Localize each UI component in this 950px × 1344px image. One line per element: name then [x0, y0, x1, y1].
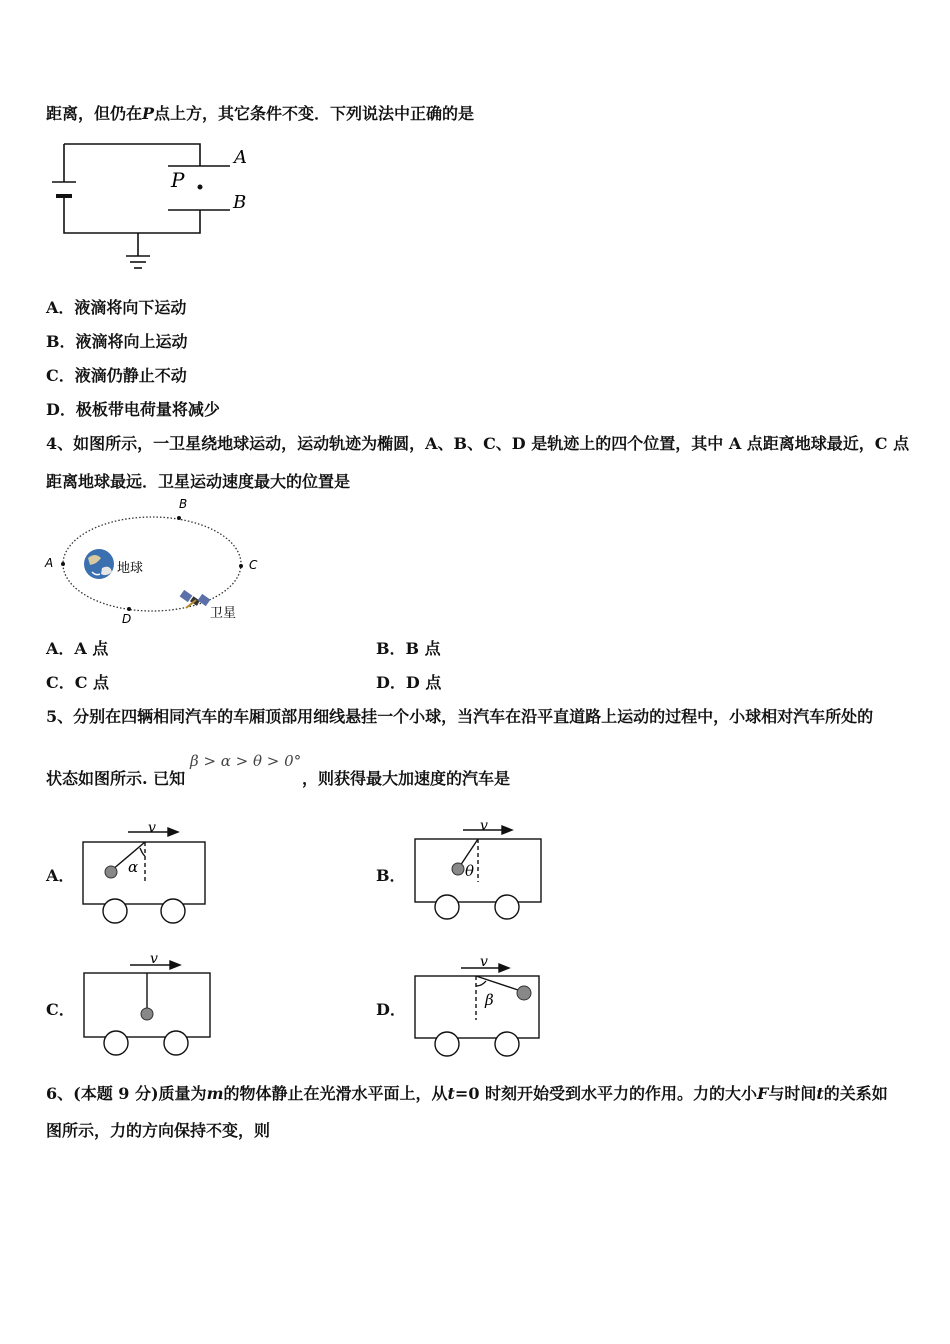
q5-angle-formula: β > α > θ > 0° — [190, 752, 302, 770]
q6-stem-part4: 与时间 — [768, 1084, 817, 1103]
q6-stem-mass: m — [206, 1084, 224, 1103]
plate-label-b: B — [233, 192, 247, 213]
car-d-wheel-right — [495, 1032, 519, 1056]
car-b-velocity-label: v — [480, 818, 488, 834]
orbit-label-d: D — [122, 612, 132, 626]
q5-option-d: D． — [376, 1000, 406, 1019]
q6-stem-part5: 的关系如 — [823, 1084, 888, 1103]
car-d-ball — [517, 986, 531, 1000]
orbit-label-b: B — [179, 497, 188, 511]
q5-stem-post: ，则获得最大加速度的汽车是 — [302, 769, 511, 788]
car-d-angle-label: β — [485, 991, 494, 1009]
q6-stem-part1: 6、(本题 9 分)质量为 — [46, 1084, 207, 1103]
car-d-velocity-label: v — [480, 954, 488, 970]
q5-option-a: A． — [46, 866, 75, 885]
q6-stem-force: F — [757, 1084, 769, 1103]
q6-stem-line2: 图所示，力的方向保持不变，则 — [46, 1121, 271, 1140]
orbit-label-a: A — [45, 556, 54, 570]
orbit-label-c: C — [249, 558, 258, 572]
q6-stem-line1 — [46, 1081, 888, 1104]
car-a-angle-label: α — [128, 858, 139, 876]
q6-stem-t0: t — [447, 1084, 455, 1103]
q3-option-a: A．液滴将向下运动 — [46, 298, 187, 317]
point-label-p: P — [171, 168, 185, 192]
q6-stem-time: t — [816, 1084, 824, 1103]
q3-stem-part2: 点上方，其它条件不变．下列说法中正确的是 — [154, 104, 475, 123]
car-b-angle-label: θ — [465, 862, 475, 880]
q3-stem-part1: 距离，但仍在 — [46, 104, 143, 123]
q5-option-b: B． — [376, 866, 406, 885]
q5-stem-line1: 5、分别在四辆相同汽车的车厢顶部用细线悬挂一个小球，当汽车在沿平直道路上运动的过程中，小球相对汽车所处的 — [46, 707, 874, 726]
plate-label-a: A — [234, 147, 247, 168]
q3-option-b: B．液滴将向上运动 — [46, 332, 188, 351]
earth-label: 地球 — [117, 561, 144, 576]
q4-option-a: A．A 点 — [46, 639, 109, 658]
q4-option-d: D．D 点 — [376, 673, 442, 692]
q6-stem-part2: 的物体静止在光滑水平面上，从 — [223, 1084, 448, 1103]
q3-option-c: C．液滴仍静止不动 — [46, 366, 187, 385]
q4-option-b: B．B 点 — [376, 639, 441, 658]
q5-stem-pre: 状态如图所示. 已知 — [46, 769, 186, 788]
satellite-label: 卫星 — [210, 606, 237, 621]
q4-option-c: C．C 点 — [46, 673, 110, 692]
car-c-velocity-label: v — [150, 951, 158, 967]
car-d-wheel-left — [435, 1032, 459, 1056]
q4-stem-line2: 距离地球最远．卫星运动速度最大的位置是 — [46, 472, 351, 491]
q6-stem-part3: =0 时刻开始受到水平力的作用。力的大小 — [454, 1084, 758, 1103]
car-a-velocity-label: v — [148, 820, 156, 836]
q3-stem-p: P — [142, 104, 155, 123]
q3-option-d: D．极板带电荷量将减少 — [46, 400, 220, 419]
q4-stem-line1: 4、如图所示，一卫星绕地球运动，运动轨迹为椭圆，A、B、C、D 是轨迹上的四个位置，其中 A 点距离地球最近，C 点 — [46, 434, 910, 453]
q5-option-c: C． — [46, 1000, 75, 1019]
